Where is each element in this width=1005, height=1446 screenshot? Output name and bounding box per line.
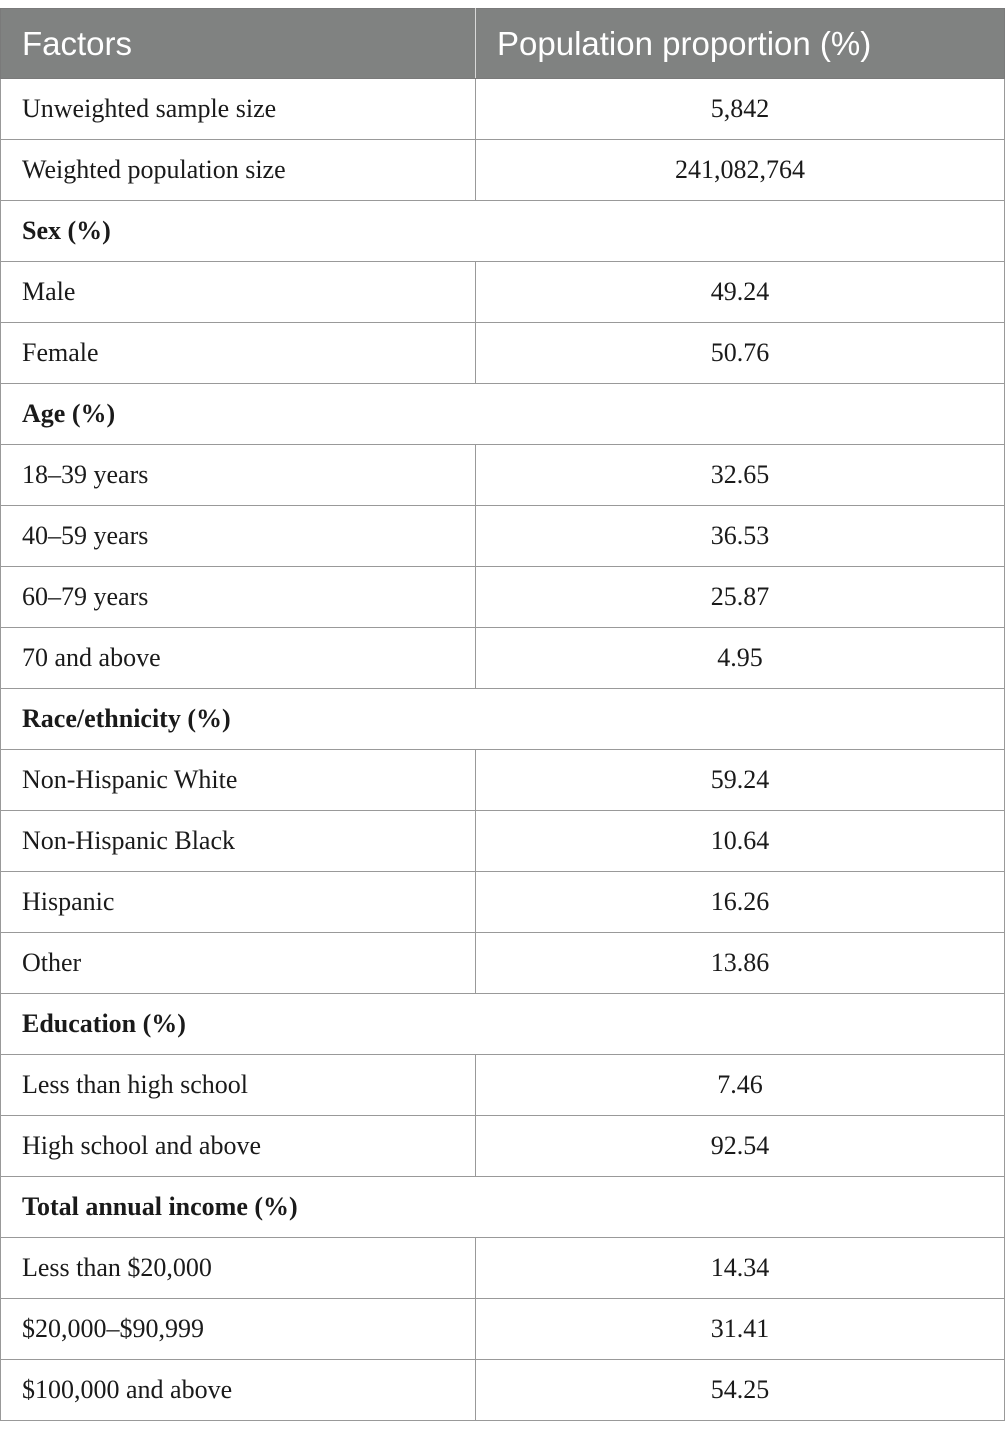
- table-row: [1, 567, 1005, 628]
- section-title-race-ethnicity: Race/ethnicity (%): [1, 689, 1005, 750]
- header-factors: Factors: [1, 9, 476, 79]
- table-row: [1, 1360, 1005, 1421]
- section-header-row: [1, 201, 1005, 262]
- table-row: [1, 140, 1005, 201]
- table-row: [1, 79, 1005, 140]
- table-row: [1, 628, 1005, 689]
- row-value: 54.25: [476, 1360, 1005, 1421]
- table-row: [1, 750, 1005, 811]
- table-row: [1, 1055, 1005, 1116]
- row-label: 70 and above: [1, 628, 476, 689]
- table-row: [1, 506, 1005, 567]
- row-value: 92.54: [476, 1116, 1005, 1177]
- row-value: 36.53: [476, 506, 1005, 567]
- table-row: [1, 1238, 1005, 1299]
- section-header-row: [1, 994, 1005, 1055]
- table-header: [1, 9, 1005, 79]
- row-label: Weighted population size: [1, 140, 476, 201]
- table-row: [1, 1116, 1005, 1177]
- section-title-education: Education (%): [1, 994, 1005, 1055]
- section-header-row: [1, 1177, 1005, 1238]
- row-value: 25.87: [476, 567, 1005, 628]
- row-value: 16.26: [476, 872, 1005, 933]
- row-label: 60–79 years: [1, 567, 476, 628]
- table-row: [1, 262, 1005, 323]
- row-value: 59.24: [476, 750, 1005, 811]
- row-value: 241,082,764: [476, 140, 1005, 201]
- table-row: [1, 933, 1005, 994]
- row-value: 7.46: [476, 1055, 1005, 1116]
- section-title-age: Age (%): [1, 384, 1005, 445]
- row-label: 18–39 years: [1, 445, 476, 506]
- row-label: Less than high school: [1, 1055, 476, 1116]
- row-value: 5,842: [476, 79, 1005, 140]
- row-label: Non-Hispanic White: [1, 750, 476, 811]
- row-value: 50.76: [476, 323, 1005, 384]
- section-header-row: [1, 384, 1005, 445]
- row-label: $100,000 and above: [1, 1360, 476, 1421]
- demographics-table: [0, 8, 1005, 1421]
- row-label: High school and above: [1, 1116, 476, 1177]
- section-title-income: Total annual income (%): [1, 1177, 1005, 1238]
- row-value: 10.64: [476, 811, 1005, 872]
- section-header-row: [1, 689, 1005, 750]
- row-label: Non-Hispanic Black: [1, 811, 476, 872]
- row-value: 49.24: [476, 262, 1005, 323]
- row-label: 40–59 years: [1, 506, 476, 567]
- row-label: Less than $20,000: [1, 1238, 476, 1299]
- table-body: [1, 79, 1005, 1421]
- header-population-proportion: Population proportion (%): [476, 9, 1005, 79]
- row-value: 32.65: [476, 445, 1005, 506]
- table-row: [1, 445, 1005, 506]
- row-value: 4.95: [476, 628, 1005, 689]
- table-row: [1, 872, 1005, 933]
- row-value: 31.41: [476, 1299, 1005, 1360]
- row-label: $20,000–$90,999: [1, 1299, 476, 1360]
- table-row: [1, 323, 1005, 384]
- row-label: Hispanic: [1, 872, 476, 933]
- row-label: Other: [1, 933, 476, 994]
- section-title-sex: Sex (%): [1, 201, 1005, 262]
- row-label: Female: [1, 323, 476, 384]
- row-label: Unweighted sample size: [1, 79, 476, 140]
- row-value: 13.86: [476, 933, 1005, 994]
- row-label: Male: [1, 262, 476, 323]
- table-row: [1, 811, 1005, 872]
- row-value: 14.34: [476, 1238, 1005, 1299]
- header-row: [1, 9, 1005, 79]
- table-row: [1, 1299, 1005, 1360]
